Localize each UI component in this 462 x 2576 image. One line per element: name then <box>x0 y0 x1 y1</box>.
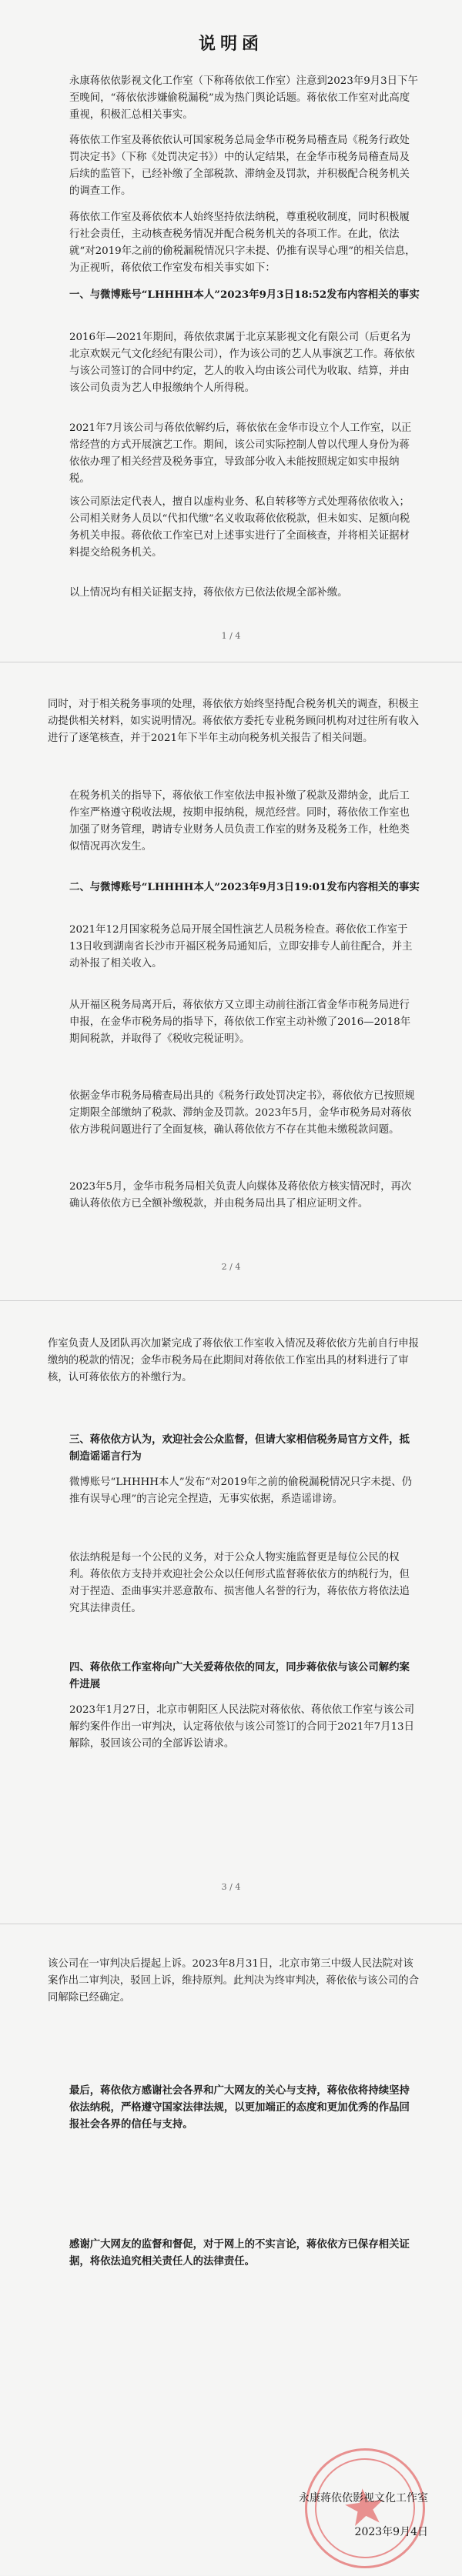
paragraph-2b: 在税务机关的指导下，蒋依依工作室依法申报补缴了税款及滞纳金，此后工作室严格遵守税收法规，按期申报纳税，规范经营。同时，蒋依依工作室也加强了财务管理，聘请专业财务人员负责工作室的财务及税务工作，杜绝类似情况再次发生。 <box>69 790 410 853</box>
issuer-signature: 永康蒋依依影视文化工作室 <box>299 2492 428 2504</box>
paragraph-5a: 微博账号“LHHHH本人”发布“对2019年之前的偷税漏税情况只字未提、仍推有误导心理”的言论完全捏造，无事实依据，系造谣诽谤。 <box>69 1477 412 1505</box>
paragraph-2a: 同时，对于相关税务事项的处理，蒋依依方始终坚持配合税务机关的调查，积极主动提供相关材料，如实说明情况。蒋依依方委托专业税务顾问机构对过往所有收入进行了逐笔核查，并于2021年下半年主动向税务机关报告了相关问题。 <box>48 699 420 744</box>
paragraph-6c: 最后，蒋依依方感谢社会各界和广大网友的关心与支持，蒋依依将持续坚持依法纳税，严格遵守国家法律法规，以更加端正的态度和更加优秀的作品回报社会各界的信任与支持。 <box>69 2084 410 2131</box>
paragraph-4a: 作室负责人及团队再次加紧完成了蒋依依工作室收入情况及蒋依依方先前自行申报缴纳的税款的情况；金华市税务局在此期间对蒋依依工作室出具的材料进行了审核，认可蒋依依方的补缴行为。 <box>48 1338 420 1383</box>
heading-4: 四、蒋依依工作室将向广大关爱蒋依依的同友，同步蒋依依与该公司解约案件进展 <box>69 1661 410 1690</box>
intro-paragraph: 永康蒋依依影视文化工作室（下称蒋依依工作室）注意到2023年9月3日下午至晚间，“蒋依依涉嫌偷税漏税”成为热门舆论话题。蒋依依工作室对此高度重视，积极汇总相关事实。 <box>69 75 418 121</box>
heading-2: 二、与微博账号“LHHHH本人”2023年9月3日19:01发布内容相关的事实 <box>69 881 420 893</box>
paragraph-6b: 该公司在一审判决后提起上诉。2023年8月31日，北京市第三中级人民法院对该案作出二审判决，驳回上诉，维持原判。此判决为终审判决，蒋依依与该公司的合同解除已经确定。 <box>48 1958 420 2004</box>
seal-star-icon <box>304 2448 426 2569</box>
paragraph-1a: 2016年—2021年期间，蒋依依隶属于北京某影视文化有限公司（后更名为北京欢娱元气文化经纪有限公司），作为该公司的艺人从事演艺工作。蒋依依与该公司签订的合同中约定，艺人的收入均由该公司代为收取、结算，并由该公司负责为艺人申报缴纳个人所得税。 <box>69 332 415 394</box>
intro-paragraph-2: 蒋依依工作室及蒋依依认可国家税务总局金华市税务局稽查局《税务行政处罚决定书》（下称《处罚决定书》）中的认定结果，在金华市税务局稽查局及后续的监管下，已经补缴了全部税款、滞纳金及罚款，并积极配合税务机关的调查工作。 <box>69 135 410 197</box>
paragraph-3b: 从开福区税务局离开后，蒋依依方又立即主动前往浙江省金华市税务局进行申报，在金华市税务局的指导下，蒋依依工作室主动补缴了2016—2018年期间税款，并取得了《税收完税证明》。 <box>69 999 411 1045</box>
page-number-1: 1 / 4 <box>221 631 241 641</box>
document-title: 说明函 <box>198 34 263 54</box>
issue-date: 2023年9月4日 <box>354 2526 428 2538</box>
paragraph-1d: 以上情况均有相关证据支持，蒋依依方已依法依规全部补缴。 <box>69 587 348 599</box>
company-seal-stamp <box>297 2441 433 2576</box>
paragraph-6a: 2023年1月27日，北京市朝阳区人民法院对蒋依依、蒋依依工作室与该公司解约案件作出一审判决，认定蒋依依与该公司签订的合同于2021年7月13日解除，驳回该公司的全部诉讼请求。 <box>69 1704 414 1750</box>
paragraph-6d: 感谢广大网友的监督和督促，对于网上的不实言论，蒋依依方已保存相关证据，将依法追究相关责任人的法律责任。 <box>69 2238 410 2267</box>
heading-1: 一、与微博账号“LHHHH本人”2023年9月3日18:52发布内容相关的事实 <box>69 289 420 301</box>
intro-paragraph-3: 蒋依依工作室及蒋依依本人始终坚持依法纳税，尊重税收制度，同时积极履行社会责任，主动核查税务情况并配合税务机关的各项工作。在此，依法就“对2019年之前的偷税漏税情况只字未提、仍推有误导心理”的相关信息，为正视听，蒋依依工作室发布相关事实如下： <box>69 212 416 274</box>
paragraph-3d: 2023年5月，金华市税务局相关负责人向媒体及蒋依依方核实情况时，再次确认蒋依依方已全额补缴税款，并由税务局出具了相应证明文件。 <box>69 1181 412 1210</box>
paragraph-1b: 2021年7月该公司与蒋依依解约后，蒋依依在金华市设立个人工作室，以正常经营的方式开展演艺工作。期间，该公司实际控制人曾以代理人身份为蒋依依办理了相关经营及税务事宜，导致部分收入未能按照规定如实申报纳税。 <box>69 422 412 485</box>
paragraph-1c: 该公司原法定代表人，擅自以虚构业务、私自转移等方式处理蒋依依收入；公司相关财务人员以“代扣代缴”名义收取蒋依依税款，但未如实、足额向税务机关申报。蒋依依工作室已对上述事实进行了全面核查，并将相关证据材料提交给税务机关。 <box>69 496 410 559</box>
page-divider <box>0 1300 462 1301</box>
page-number-2: 2 / 4 <box>221 1262 241 1272</box>
paragraph-5b: 依法纳税是每一个公民的义务，对于公众人物实施监督更是每位公民的权利。蒋依依方支持并欢迎社会公众以任何形式监督蒋依依方的纳税行为，但对于捏造、歪曲事实并恶意散布、损害他人名誉的行为，蒋依依方将依法追究其法律责任。 <box>69 1552 410 1614</box>
paragraph-3c: 依据金华市税务局稽查局出具的《税务行政处罚决定书》，蒋依依方已按照规定期限全部缴纳了税款、滞纳金及罚款。2023年5月，金华市税务局对蒋依依方涉税问题进行了全面复核，确认蒋依依方不存在其他未缴税款问题。 <box>69 1090 415 1136</box>
page-number-3: 3 / 4 <box>221 1882 241 1892</box>
heading-3: 三、蒋依依方认为，欢迎社会公众监督，但请大家相信税务局官方文件，抵制造谣谣言行为 <box>69 1433 410 1463</box>
paragraph-3a: 2021年12月国家税务总局开展全国性演艺人员税务检查。蒋依依工作室于13日收到湖南省长沙市开福区税务局通知后，立即安排专人前往配合，并主动补报了相关收入。 <box>69 924 413 969</box>
